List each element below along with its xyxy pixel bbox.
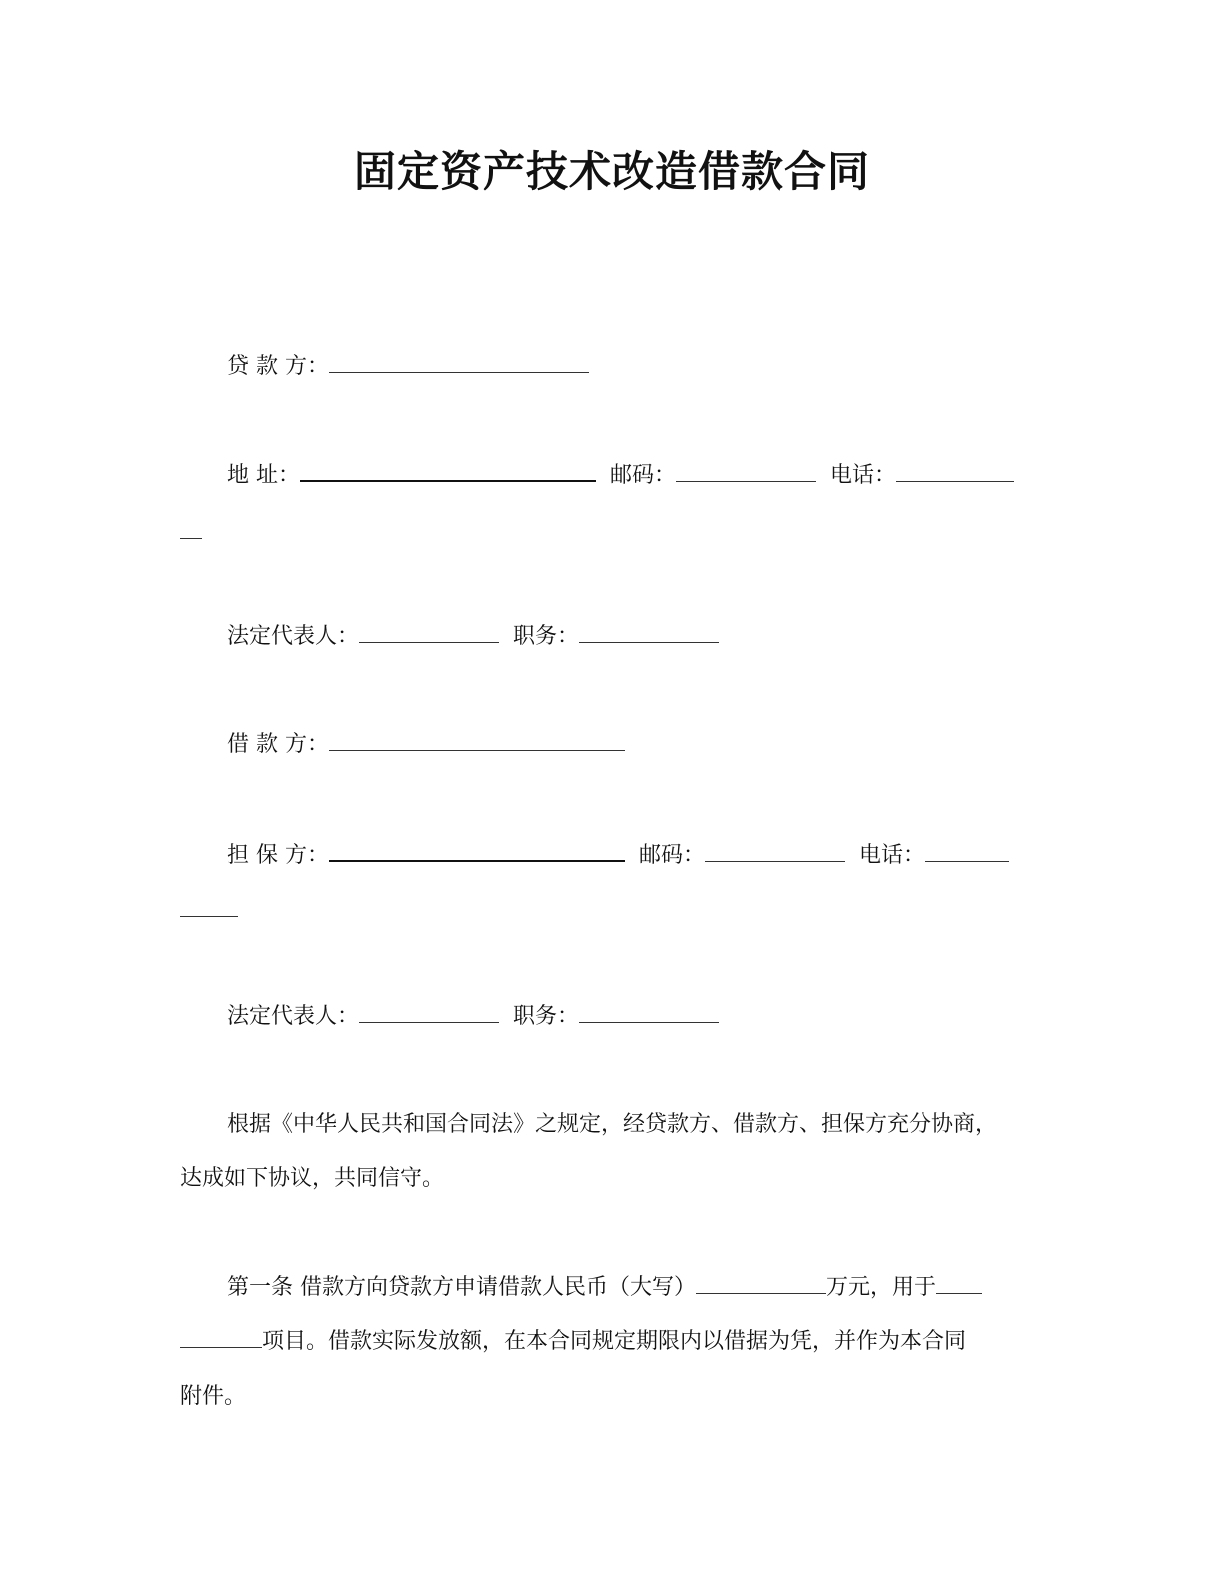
guarantor-position-field[interactable] — [579, 1002, 719, 1023]
lender-phone-field[interactable] — [896, 461, 1014, 482]
lender-address-line — [227, 460, 1014, 491]
loan-amount-field[interactable] — [696, 1273, 826, 1294]
borrower-label: 借 款 方： — [227, 732, 329, 757]
lender-postcode-field[interactable] — [676, 461, 816, 482]
lender-position-field[interactable] — [579, 622, 719, 643]
guarantor-phone-field-continued[interactable] — [180, 896, 238, 917]
article-1-line-1 — [227, 1273, 982, 1303]
guarantor-line — [227, 840, 1009, 871]
guarantor-rep-line — [227, 1002, 719, 1032]
lender-phone-continuation — [180, 518, 202, 548]
loan-purpose-field-continued[interactable] — [180, 1327, 262, 1348]
article-1-line-2-text: 项目。借款实际发放额，在本合同规定期限内以借据为凭，并作为本合同 — [262, 1329, 967, 1354]
lender-rep-label: 法定代表人： — [227, 624, 360, 649]
lender-phone-field-continued[interactable] — [180, 518, 202, 539]
guarantor-phone-label: 电话： — [859, 843, 926, 868]
guarantor-postcode-label: 邮码： — [639, 843, 706, 868]
article-1-unit: 万元，用于 — [826, 1275, 937, 1300]
address-field[interactable] — [300, 460, 596, 482]
guarantor-rep-field[interactable] — [359, 1002, 499, 1023]
lender-position-label: 职务： — [513, 624, 580, 649]
lender-rep-line — [227, 622, 719, 652]
borrower-line — [227, 730, 625, 760]
borrower-field[interactable] — [329, 730, 625, 751]
article-1-line-2 — [180, 1327, 966, 1357]
guarantor-phone-field[interactable] — [925, 841, 1009, 862]
lender-line — [227, 352, 589, 382]
guarantor-phone-continuation — [180, 896, 238, 926]
article-1-line-3: 附件。 — [180, 1384, 247, 1409]
guarantor-field[interactable] — [329, 840, 625, 862]
loan-purpose-field[interactable] — [936, 1273, 982, 1294]
guarantor-postcode-field[interactable] — [705, 841, 845, 862]
preamble-line-2: 达成如下协议，共同信守。 — [180, 1166, 445, 1191]
guarantor-label: 担 保 方： — [227, 843, 329, 868]
guarantor-position-label: 职务： — [513, 1004, 580, 1029]
lender-phone-label: 电话： — [830, 463, 897, 488]
lender-field[interactable] — [329, 352, 589, 373]
lender-postcode-label: 邮码： — [610, 463, 677, 488]
document-title: 固定资产技术改造借款合同 — [353, 147, 870, 196]
guarantor-rep-label: 法定代表人： — [227, 1004, 360, 1029]
address-label: 地 址： — [227, 463, 300, 488]
article-1-prefix: 第一条 借款方向贷款方申请借款人民币（大写） — [227, 1275, 696, 1300]
preamble-line-1: 根据《中华人民共和国合同法》之规定，经贷款方、借款方、担保方充分协商， — [227, 1112, 998, 1137]
lender-label: 贷 款 方： — [227, 354, 329, 379]
lender-rep-field[interactable] — [359, 622, 499, 643]
